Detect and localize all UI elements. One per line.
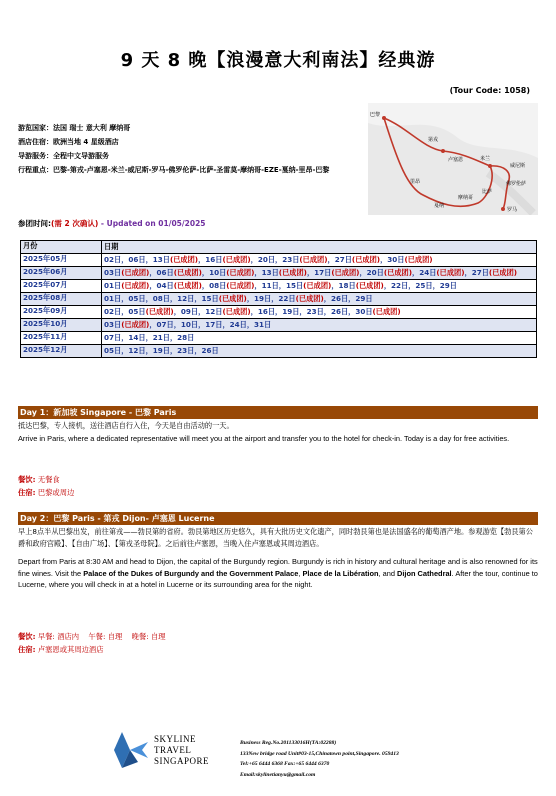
dates-cell: [102, 345, 537, 358]
confirmed-badge: (已成团): [218, 294, 247, 303]
confirmed-badge: (已成团): [404, 255, 433, 264]
confirmed-badge: (已成团): [372, 307, 401, 316]
table-row: [21, 293, 537, 306]
departure-label: 参团时间:: [18, 219, 51, 228]
day2-en-text: [18, 556, 538, 591]
brand-name: [154, 734, 209, 767]
confirmed-badge: (已成团): [222, 255, 251, 264]
date-text: ，20日: [359, 268, 384, 277]
en-text: Depart from Paris at 8:30 AM and head to Dijon, the capital of the Burgundy region. Burgundy is rich in history and cultural heritage and is also renowned for its fine wines. Visit the: [18, 557, 538, 578]
month-cell: 2025年11月: [21, 332, 102, 345]
business-reg: Business Reg.No.201133016H(TA:02288): [240, 740, 337, 746]
brand-line: SINGAPORE: [154, 756, 210, 766]
map-label: 米兰: [480, 156, 491, 162]
info-value: 全程中文导游服务: [53, 152, 109, 160]
stay-value: 卢塞恩或其周边酒店: [37, 645, 104, 654]
map-label: 戛纳: [434, 203, 445, 209]
header-date: 日期: [102, 241, 537, 254]
table-row: [21, 280, 537, 293]
departure-dates-table: [20, 240, 537, 358]
info-value: 法国 瑞士 意大利 摩纳哥: [53, 124, 131, 132]
stay-label: 住宿:: [18, 645, 36, 654]
meal-label: 餐饮:: [18, 475, 36, 484]
date-text: 03日: [104, 320, 122, 329]
date-text: ，08日: [201, 281, 227, 290]
date-text: ，26日，29日: [323, 294, 373, 303]
map-label: 第戎: [428, 137, 439, 143]
dates-cell: [102, 306, 537, 319]
confirmed-badge: (已成团): [121, 320, 150, 329]
info-value: 巴黎-第戎-卢塞恩-米兰-威尼斯-罗马-佛罗伦萨-比萨-圣雷莫-摩纳哥-EZE-戛纳-里昂-巴黎: [53, 166, 330, 174]
en-highlight: Place de la Libération: [302, 568, 379, 578]
stay-value: 巴黎或周边: [37, 488, 75, 497]
confirmed-badge: (已成团): [278, 268, 307, 277]
info-label: 游览国家：: [18, 124, 53, 132]
date-text: ，13日: [254, 268, 279, 277]
date-text: ，18日: [331, 281, 356, 290]
day1-header: Day 1：新加坡 Singapore - 巴黎 Paris: [18, 406, 538, 419]
date-text: 02日，06日，13日: [104, 255, 170, 264]
date-text: ，16日: [198, 255, 223, 264]
map-label: 里昂: [410, 179, 421, 185]
table-row: [21, 319, 537, 332]
date-text: 03日: [104, 268, 122, 277]
info-guide: [18, 149, 358, 163]
email: Email:skylinetianyu@gmail.com: [240, 771, 316, 778]
map-label: 比萨: [482, 189, 493, 195]
tel-fax: Tel:+65 6444 6368 Fax:+65 6444 6370: [240, 761, 330, 767]
date-text: ，06日: [149, 268, 174, 277]
confirmed-badge: (已成团): [173, 268, 202, 277]
info-itinerary: [18, 163, 358, 177]
map-label: 摩纳哥: [458, 195, 474, 201]
info-label: 导游服务：: [18, 152, 53, 160]
en-text: ,: [298, 568, 303, 578]
contact-block: [240, 738, 399, 780]
en-text: , and: [378, 568, 397, 578]
map-label: 卢塞恩: [448, 157, 464, 163]
day1-meal: [18, 474, 60, 486]
confirmed-badge: (已成团): [169, 255, 199, 264]
confirmed-badge: (已成团): [226, 268, 255, 277]
table-row: [21, 254, 537, 267]
day2-header: Day 2：巴黎 Paris - 第戎 Dijon- 卢塞恩 Lucerne: [18, 512, 538, 525]
stay-label: 住宿:: [18, 488, 36, 497]
dates-cell: [102, 332, 537, 345]
month-cell: 2025年09月: [21, 306, 102, 319]
day2-meal: [18, 631, 166, 643]
confirmed-badge: (已成团): [226, 281, 255, 290]
month-cell: 2025年12月: [21, 345, 102, 358]
meal-value: 无餐食: [37, 475, 60, 484]
confirmed-badge: (已成团): [331, 268, 360, 277]
en-text: . After the tour, continue to Lucerne, where you will check in at a hotel in Lucerne or its surrounding area for the night.: [18, 568, 538, 589]
confirmed-badge: (已成团): [488, 268, 518, 277]
date-text: ，10日: [201, 268, 227, 277]
confirmed-badge: (已成团): [173, 281, 202, 290]
date-text: 01日: [104, 281, 122, 290]
dates-cell: [102, 293, 537, 306]
date-text: ，27日: [464, 268, 489, 277]
en-highlight: Palace of the Dukes of Burgundy and the Government Palace: [83, 568, 299, 578]
info-hotel: [18, 135, 358, 149]
map-label: 巴黎: [370, 112, 381, 118]
table-row: [21, 267, 537, 280]
date-text: ，20日，23日: [250, 255, 300, 264]
page-title: 9 天 8 晚【浪漫意大利南法】经典游: [120, 50, 436, 71]
date-text: ，22日，25日，29日: [383, 281, 457, 290]
month-cell: 2025年07月: [21, 280, 102, 293]
date-text: ，19日，22日: [246, 294, 296, 303]
month-cell: 2025年06月: [21, 267, 102, 280]
confirmed-badge: (已成团): [121, 268, 150, 277]
address: 133New bridge road Unit#03-15,Chinatown point,Singapore. 059413: [240, 750, 399, 757]
dates-cell: [102, 280, 537, 293]
date-text: ，16日，19日，23日，26日，30日: [250, 307, 373, 316]
lunch-value: 午餐: 自理: [88, 632, 123, 641]
date-text: ，11日，15日: [254, 281, 304, 290]
date-text: ，30日: [380, 255, 405, 264]
info-label: 行程重点：: [18, 166, 53, 174]
en-highlight: Dijon Cathedral: [397, 568, 452, 578]
map-label: 威尼斯: [510, 163, 526, 169]
day1-stay: [18, 487, 74, 499]
date-text: 02日，05日: [104, 307, 146, 316]
confirmed-badge: (已成团): [295, 294, 324, 303]
meal-label: 餐饮:: [18, 632, 36, 641]
dates-cell: [102, 267, 537, 280]
info-sightseeing: [18, 121, 358, 135]
day1-cn-text: 抵达巴黎，专人接机，送往酒店自行入住，今天是自由活动的一天。: [18, 421, 234, 430]
month-cell: 2025年08月: [21, 293, 102, 306]
brand-line: TRAVEL: [154, 745, 192, 755]
breakfast-value: 早餐: 酒店内: [37, 632, 80, 641]
tour-code: (Tour Code: 1058): [449, 86, 530, 95]
table-row: [21, 306, 537, 319]
map-label: 罗马: [507, 207, 518, 213]
departure-line: [18, 218, 206, 229]
dates-cell: [102, 254, 537, 267]
confirmed-badge: (已成团): [355, 281, 384, 290]
confirmed-badge: (已成团): [121, 281, 150, 290]
day2-cn-text: 早上8点半从巴黎出发，前往第戎——勃艮第的省府。勃艮第地区历史悠久，具有大批历史文化遗产，同时勃艮第也是法国盛名的葡萄酒产地。参观游览【勃艮第公爵和政府宫殿】、【自由广场】、【第戎圣母院】。之后前往卢塞恩，当晚入住卢塞恩或其周边酒店。: [18, 527, 533, 548]
day2-stay: [18, 644, 104, 656]
confirmed-badge: (已成团): [351, 255, 381, 264]
table-row: [21, 345, 537, 358]
confirmed-badge: (已成团): [145, 307, 174, 316]
info-label: 酒店住宿：: [18, 138, 53, 146]
date-text: 05日，12日，19日，23日，26日: [104, 346, 219, 355]
date-text: ，17日: [306, 268, 332, 277]
info-value: 欧洲当地 4 星级酒店: [53, 138, 119, 146]
confirmed-badge: (已成团): [436, 268, 465, 277]
route-map: [368, 103, 538, 215]
table-row: [21, 332, 537, 345]
month-cell: 2025年10月: [21, 319, 102, 332]
date-text: 07日，14日，21日，28日: [104, 333, 195, 342]
header-month: 月份: [21, 241, 102, 254]
date-text: ，07日，10日，17日，24日，31日: [149, 320, 272, 329]
departure-note: (需 2 次确认): [51, 219, 99, 228]
date-text: 01日，05日，08日，12日，15日: [104, 294, 219, 303]
month-cell: 2025年05月: [21, 254, 102, 267]
brand-line: SKYLINE: [154, 734, 196, 744]
confirmed-badge: (已成团): [303, 281, 332, 290]
tour-info: [18, 121, 358, 177]
table-header-row: [21, 241, 537, 254]
map-label: 佛罗伦萨: [506, 181, 527, 187]
date-text: ，24日: [412, 268, 437, 277]
date-text: ，09日，12日: [173, 307, 223, 316]
date-text: ，27日: [327, 255, 352, 264]
day1-en-text: Arrive in Paris, where a dedicated representative will meet you at the airport and transfer you to the hotel for check-in. Today is a day for free activities.: [18, 434, 510, 443]
confirmed-badge: (已成团): [299, 255, 328, 264]
dates-cell: [102, 319, 537, 332]
updated-date: - Updated on 01/05/2025: [100, 219, 206, 228]
dinner-value: 晚餐: 自理: [131, 632, 166, 641]
confirmed-badge: (已成团): [222, 307, 251, 316]
date-text: ，04日: [149, 281, 174, 290]
confirmed-badge: (已成团): [383, 268, 412, 277]
